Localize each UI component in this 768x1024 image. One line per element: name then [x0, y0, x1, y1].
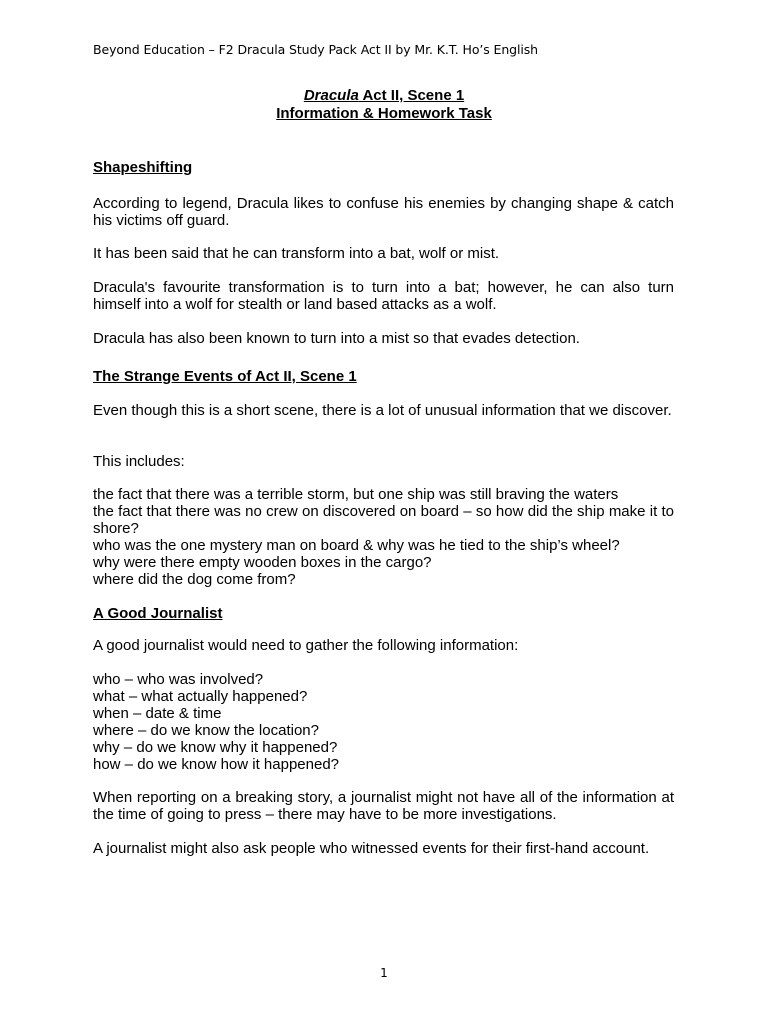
journalist-paragraph-3: A journalist might also ask people who witnessed events for their first-hand account.: [93, 840, 650, 857]
list-item: who – who was involved?: [93, 671, 264, 688]
journalist-list: [93, 672, 674, 773]
shapeshifting-paragraph-1: According to legend, Dracula likes to confuse his enemies by changing shape & catch his victims off guard.: [93, 195, 674, 229]
title-italic: Dracula: [303, 87, 359, 104]
shapeshifting-paragraph-3: Dracula's favourite transformation is to turn into a bat; however, he can also turn himself into a wolf for stealth or land based attacks as a wolf.: [93, 279, 674, 313]
document-title-line2: Information & Homework Task: [276, 105, 492, 122]
journalist-paragraph-1: A good journalist would need to gather the following information:: [93, 637, 519, 654]
document-title-line1: [0, 87, 768, 105]
shapeshifting-paragraph-2: It has been said that he can transform into a bat, wolf or mist.: [93, 245, 500, 262]
heading-shapeshifting: Shapeshifting: [93, 159, 193, 176]
list-item: who was the one mystery man on board & why was he tied to the ship’s wheel?: [93, 536, 620, 554]
list-item: the fact that there was no crew on discovered on board – so how did the ship make it to shore?: [93, 502, 674, 537]
list-item: why – do we know why it happened?: [93, 738, 338, 756]
strange-events-list: [93, 487, 674, 588]
list-item: what – what actually happened?: [93, 687, 308, 705]
page-header: Beyond Education – F2 Dracula Study Pack Act II by Mr. K.T. Ho’s English: [93, 42, 538, 57]
page-number: 1: [380, 966, 388, 980]
list-item: where did the dog come from?: [93, 570, 296, 588]
list-item: how – do we know how it happened?: [93, 755, 340, 773]
shapeshifting-paragraph-4: Dracula has also been known to turn into a mist so that evades detection.: [93, 330, 580, 347]
heading-strange-events: The Strange Events of Act II, Scene 1: [93, 368, 357, 385]
strange-events-paragraph-1: Even though this is a short scene, there is a lot of unusual information that we discover.: [93, 402, 672, 419]
list-item: why were there empty wooden boxes in the cargo?: [93, 553, 432, 571]
strange-events-paragraph-2: This includes:: [93, 453, 185, 470]
list-item: where – do we know the location?: [93, 721, 319, 739]
list-item: when – date & time: [93, 704, 222, 722]
journalist-paragraph-2: When reporting on a breaking story, a journalist might not have all of the information at the time of going to press – there may have to be more investigations.: [93, 789, 674, 823]
heading-good-journalist: A Good Journalist: [93, 605, 223, 622]
title-line1-rest: Act II, Scene 1: [358, 87, 465, 104]
list-item: the fact that there was a terrible storm, but one ship was still braving the waters: [93, 486, 619, 503]
